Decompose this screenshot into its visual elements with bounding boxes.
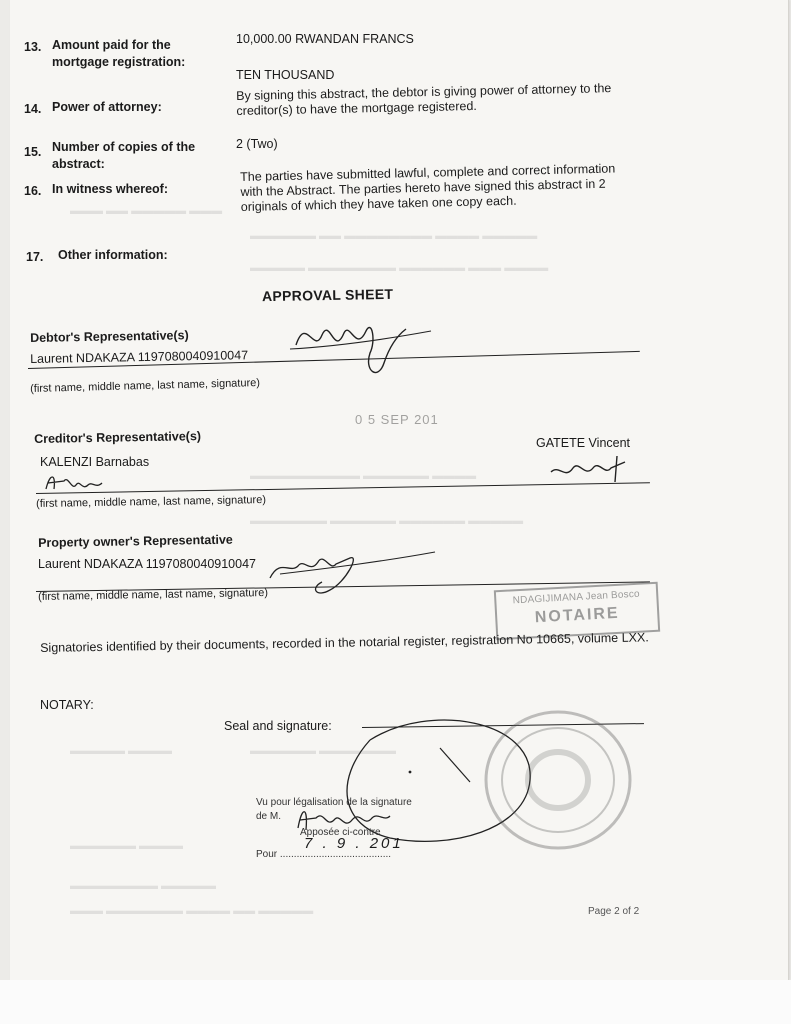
seal-label: Seal and signature: (224, 719, 332, 733)
item-15-number: 15. (24, 145, 42, 159)
item-16-number: 16. (24, 184, 42, 198)
scan-bottom-margin (0, 980, 791, 1024)
legalisation-line-1: Vu pour légalisation de la signature (256, 797, 412, 808)
bleed-through-text: ▬▬▬▬▬▬ ▬▬▬▬ (70, 840, 184, 852)
debtor-signature-icon (286, 305, 436, 390)
item-17-number: 17. (26, 250, 44, 264)
owner-name: Laurent NDAKAZA 1197080040910047 (38, 557, 256, 571)
legalisation-line-3: Apposée ci-contre (300, 827, 381, 838)
signatories-paragraph: Signatories identified by their documents, recorded in the notarial register, registration No 10665, volume LXX. (40, 630, 649, 655)
notary-stamp-title: NOTAIRE (534, 604, 621, 627)
page-number: Page 2 of 2 (588, 906, 640, 917)
bleed-through-text: ▬▬▬▬▬▬▬ ▬▬▬▬▬▬ ▬▬▬▬▬▬ ▬▬▬▬▬ (250, 515, 524, 527)
debtor-hint: (first name, middle name, last name, signature) (30, 376, 261, 395)
legalisation-signature-icon (290, 800, 400, 840)
notary-stamp-name: NDAGIJIMANA Jean Bosco (512, 588, 641, 607)
creditor-left-signature-icon (38, 465, 118, 501)
bleed-through-text: ▬▬▬▬▬ ▬▬▬▬ (70, 745, 173, 757)
owner-title: Property owner's Representative (38, 532, 233, 550)
item-13-number: 13. (24, 40, 42, 54)
creditor-name-left: KALENZI Barnabas (40, 455, 150, 469)
item-14-number: 14. (24, 102, 42, 116)
item-15-label: Number of copies of the abstract: (52, 140, 196, 171)
legalisation-line-2: de M. (256, 811, 282, 822)
item-16-label: In witness whereof: (52, 182, 168, 196)
creditor-hint: (first name, middle name, last name, signature) (36, 493, 267, 510)
creditor-name-right: GATETE Vincent (536, 436, 631, 450)
creditor-right-signature-icon (545, 452, 635, 488)
bleed-through-text: ▬▬▬▬▬ ▬▬▬▬▬▬▬▬ ▬▬▬▬▬▬ ▬▬▬ ▬▬▬▬ (250, 262, 549, 274)
bleed-through-text: ▬▬▬ ▬▬ ▬▬▬▬▬ ▬▬▬ (70, 205, 223, 217)
bleed-through-text: ▬▬▬ ▬▬▬▬▬▬▬ ▬▬▬▬ ▬▬ ▬▬▬▬▬ (70, 905, 314, 917)
owner-signature-icon (250, 538, 440, 608)
debtor-name: Laurent NDAKAZA 1197080040910047 (30, 348, 249, 366)
notary-label: NOTARY: (40, 698, 94, 712)
received-date-stamp: 0 5 SEP 201 (355, 412, 439, 427)
item-16-value: The parties have submitted lawful, complete and correct information with the Abstract. The parties hereto have signed this abstract in 2 originals of which they have taken one copy each. (240, 161, 616, 214)
item-14-label: Power of attorney: (52, 100, 162, 114)
legalisation-date: 7 . 9 . 201 (304, 835, 404, 852)
item-13-value-words: TEN THOUSAND (236, 68, 335, 82)
document-page (10, 0, 789, 980)
creditor-title: Creditor's Representative(s) (34, 429, 202, 446)
item-14-value: By signing this abstract, the debtor is giving power of attorney to the creditor(s) to have the mortgage registered. (236, 81, 612, 118)
owner-hint: (first name, middle name, last name, signature) (38, 586, 269, 603)
bleed-through-text: ▬▬▬▬▬▬ ▬▬ ▬▬▬▬▬▬▬▬ ▬▬▬▬ ▬▬▬▬▬ (250, 230, 538, 242)
item-13-value: 10,000.00 RWANDAN FRANCS (236, 32, 414, 46)
item-15-value: 2 (Two) (236, 137, 278, 151)
bleed-through-text: ▬▬▬▬▬▬ ▬▬▬▬▬▬▬ (250, 745, 397, 757)
bleed-through-text: ▬▬▬▬▬▬▬▬▬▬ ▬▬▬▬▬▬ ▬▬▬▬ (250, 470, 477, 482)
legalisation-line-4: Pour ........................................ (256, 849, 392, 860)
item-17-label: Other information: (58, 248, 168, 262)
item-13-label: Amount paid for the mortgage registration: (52, 38, 186, 69)
official-round-seal-icon (480, 706, 640, 856)
bleed-through-text: ▬▬▬▬▬▬▬▬ ▬▬▬▬▬ (70, 880, 217, 892)
approval-sheet-heading: APPROVAL SHEET (261, 285, 394, 305)
debtor-title: Debtor's Representative(s) (30, 328, 189, 345)
